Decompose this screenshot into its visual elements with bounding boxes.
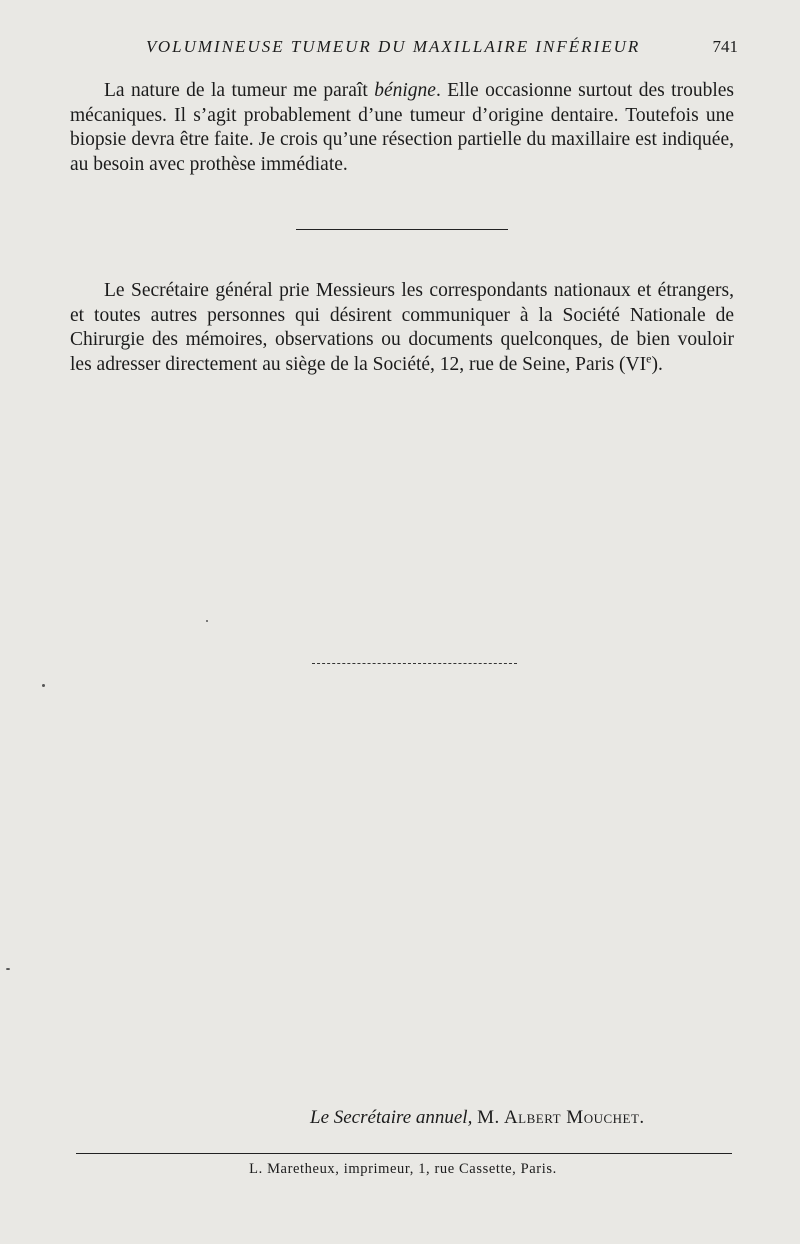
footer-divider	[76, 1153, 732, 1154]
signature-role: Le Secrétaire annuel,	[310, 1107, 473, 1128]
paragraph-notice-closing: ).	[651, 353, 663, 375]
paper-speck	[42, 684, 45, 687]
superscript-e: e	[646, 351, 652, 365]
printer-imprint	[0, 1161, 800, 1178]
page-number: 741	[712, 37, 738, 56]
signature-name: M. Albert Mouchet.	[477, 1107, 645, 1128]
emphasis-benigne: bénigne	[374, 80, 436, 101]
signature-line	[310, 1107, 645, 1129]
printer-text: L. Maretheux, imprimeur, 1, rue Cassette, Paris.	[249, 1161, 557, 1177]
paragraph-notice-text: Le Secrétaire général prie Messieurs les correspondants nationaux et étrangers, et toutes autres personnes qui désirent communiquer à la Société Nationale de Chirurgie des mémoires, observations ou documents quelconques, de bien vouloir les adresser directement au siège de la Société, 12, rue de Seine, Paris (VI	[70, 280, 734, 375]
paragraph-notice	[70, 279, 734, 377]
running-header	[140, 37, 740, 59]
paragraph-diagnosis-rest: . Elle occasionne surtout des troubles mécaniques. Il s’agit probablement d’une tumeur d’origine dentaire. Toutefois une biopsie devra être faite. Je crois qu’une résection partielle du maxillaire est indiquée, au besoin avec prothèse immédiate.	[70, 80, 735, 175]
paragraph-diagnosis	[70, 79, 734, 177]
paper-speck	[206, 620, 208, 622]
running-title: VOLUMINEUSE TUMEUR DU MAXILLAIRE INFÉRIEUR	[146, 37, 641, 56]
section-divider	[296, 229, 508, 230]
paragraph-diagnosis-start: La nature de la tumeur me paraît	[104, 80, 375, 101]
end-divider	[312, 663, 517, 664]
paper-speck	[6, 968, 10, 970]
